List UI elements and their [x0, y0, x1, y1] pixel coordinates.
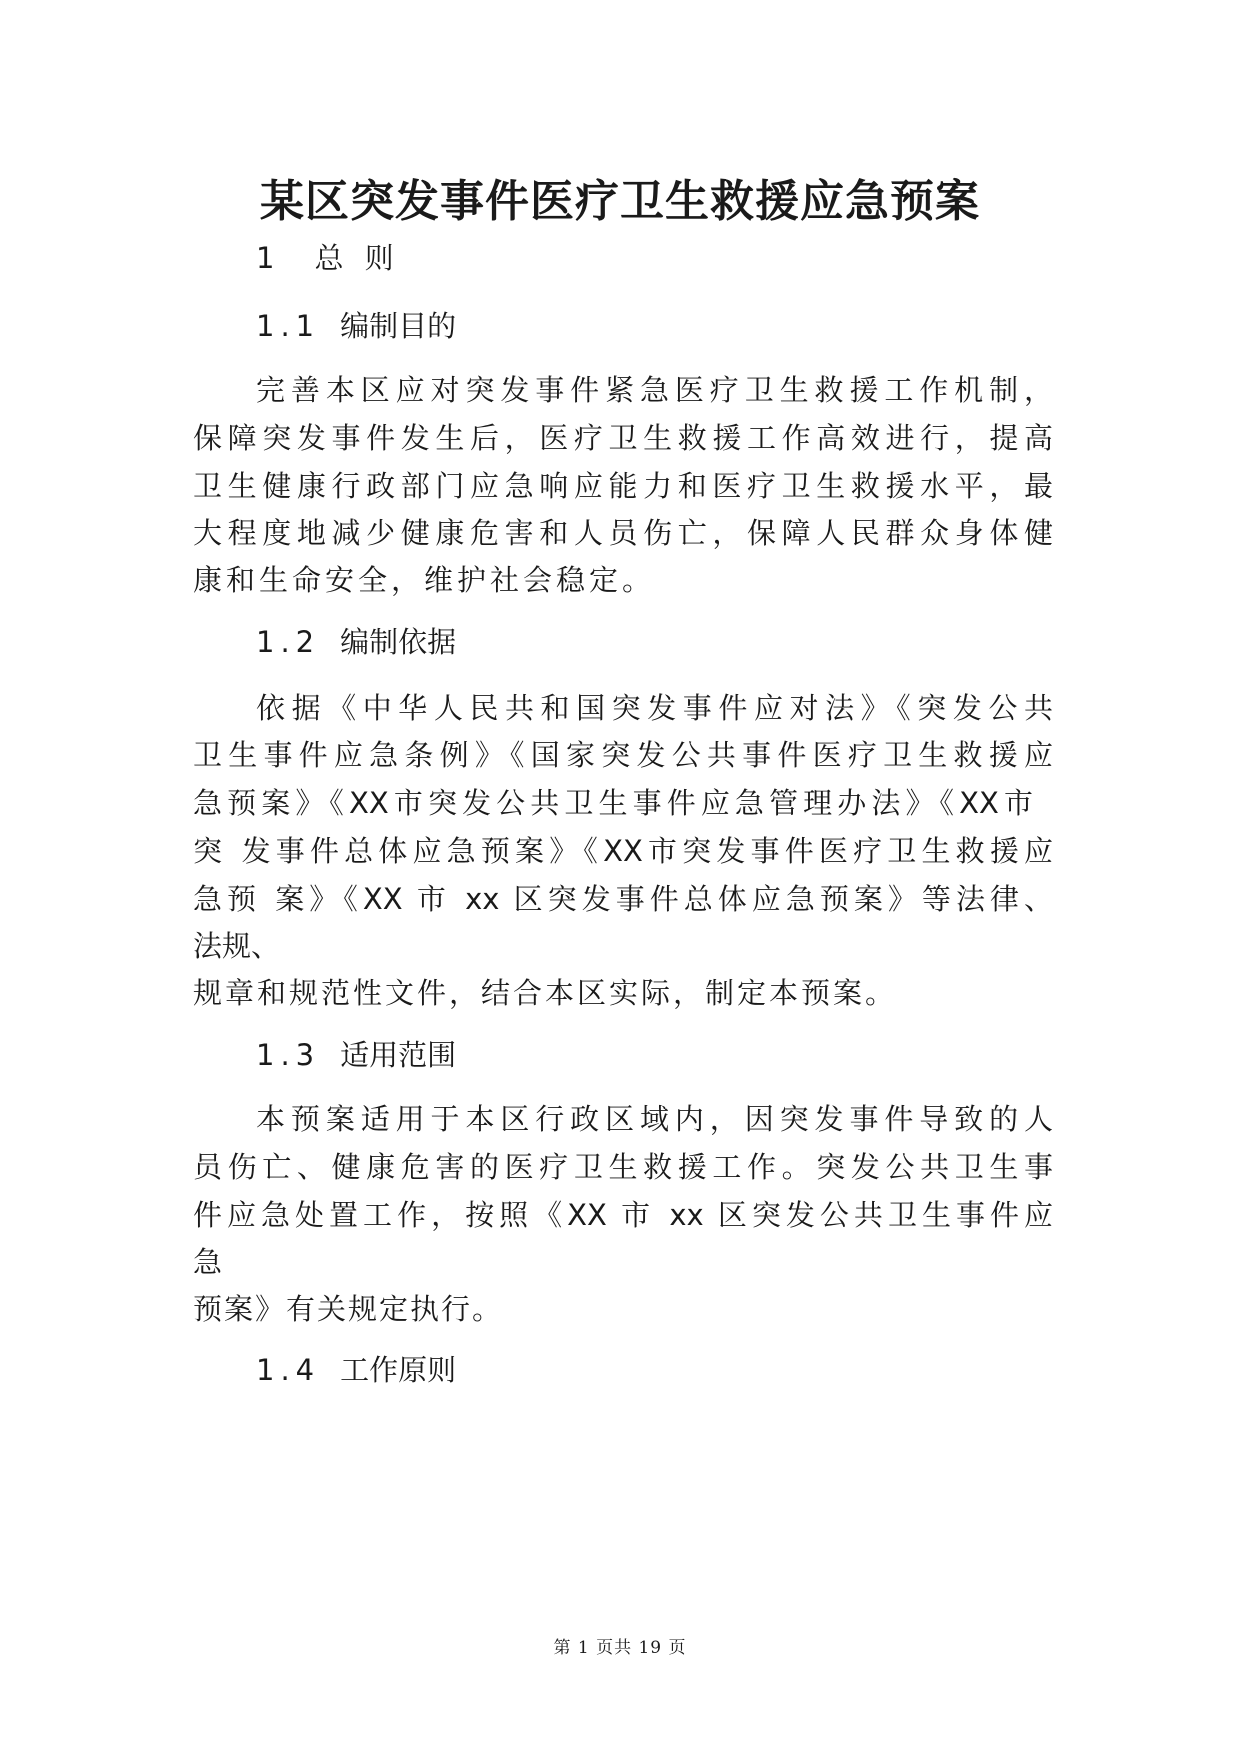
section-heading-1-3 — [256, 1035, 456, 1075]
paragraph-line: 急 — [193, 1245, 223, 1279]
paragraph-line: 大程度地减少健康危害和人员伤亡，保障人民群众身体健 — [193, 516, 1053, 550]
document-title: 某区突发事件医疗卫生救援应急预案 — [260, 176, 980, 227]
paragraph-line: 康和生命安全，维护社会稳定。 — [193, 563, 656, 597]
paragraph-line: 本预案适用于本区行政区域内，因突发事件导致的人 — [256, 1102, 1053, 1136]
section-number: 1 — [256, 241, 281, 275]
paragraph-line: 规章和规范性文件，结合本区实际，制定本预案。 — [193, 976, 898, 1010]
section-title: 编制目的 — [340, 309, 457, 343]
paragraph-line: 突 发事件总体应急预案》《XX市突发事件医疗卫生救援应 — [193, 834, 1053, 868]
section-heading-1-1 — [256, 306, 456, 346]
section-title: 编制依据 — [340, 625, 457, 659]
paragraph-line: 依据《中华人民共和国突发事件应对法》《突发公共 — [256, 691, 1053, 725]
paragraph-line: 件应急处置工作，按照《XX 市 xx 区突发公共卫生事件应 — [193, 1198, 1053, 1232]
paragraph-line: 法规、 — [193, 929, 281, 963]
section-number: 1.1 — [256, 309, 321, 343]
paragraph-line: 保障突发事件发生后，医疗卫生救援工作高效进行，提高 — [193, 421, 1053, 455]
paragraph-line: 员伤亡、健康危害的医疗卫生救援工作。突发公共卫生事 — [193, 1150, 1053, 1184]
paragraph-line: 卫生健康行政部门应急响应能力和医疗卫生救援水平，最 — [193, 469, 1053, 503]
paragraph-line: 完善本区应对突发事件紧急医疗卫生救援工作机制， — [256, 373, 1053, 407]
section-number: 1.3 — [256, 1038, 321, 1072]
page-footer: 第 1 页共 19 页 — [553, 1638, 687, 1658]
paragraph-line: 卫生事件应急条例》《国家突发公共事件医疗卫生救援应 — [193, 738, 1053, 772]
section-title: 工作原则 — [340, 1353, 457, 1387]
paragraph-line: 预案》有关规定执行。 — [193, 1292, 504, 1326]
section-number: 1.4 — [256, 1353, 321, 1387]
section-number: 1.2 — [256, 625, 321, 659]
section-heading-1-2 — [256, 622, 456, 662]
section-heading-1-4 — [256, 1350, 456, 1390]
section-title: 适用范围 — [340, 1038, 457, 1072]
paragraph-line: 急预案》《XX市突发公共卫生事件应急管理办法》《XX市 — [193, 786, 1033, 820]
paragraph-line: 急预 案》《XX 市 xx 区突发事件总体应急预案》等法律、 — [193, 882, 1053, 916]
section-heading-1 — [256, 238, 400, 278]
section-title: 总 则 — [314, 241, 400, 275]
